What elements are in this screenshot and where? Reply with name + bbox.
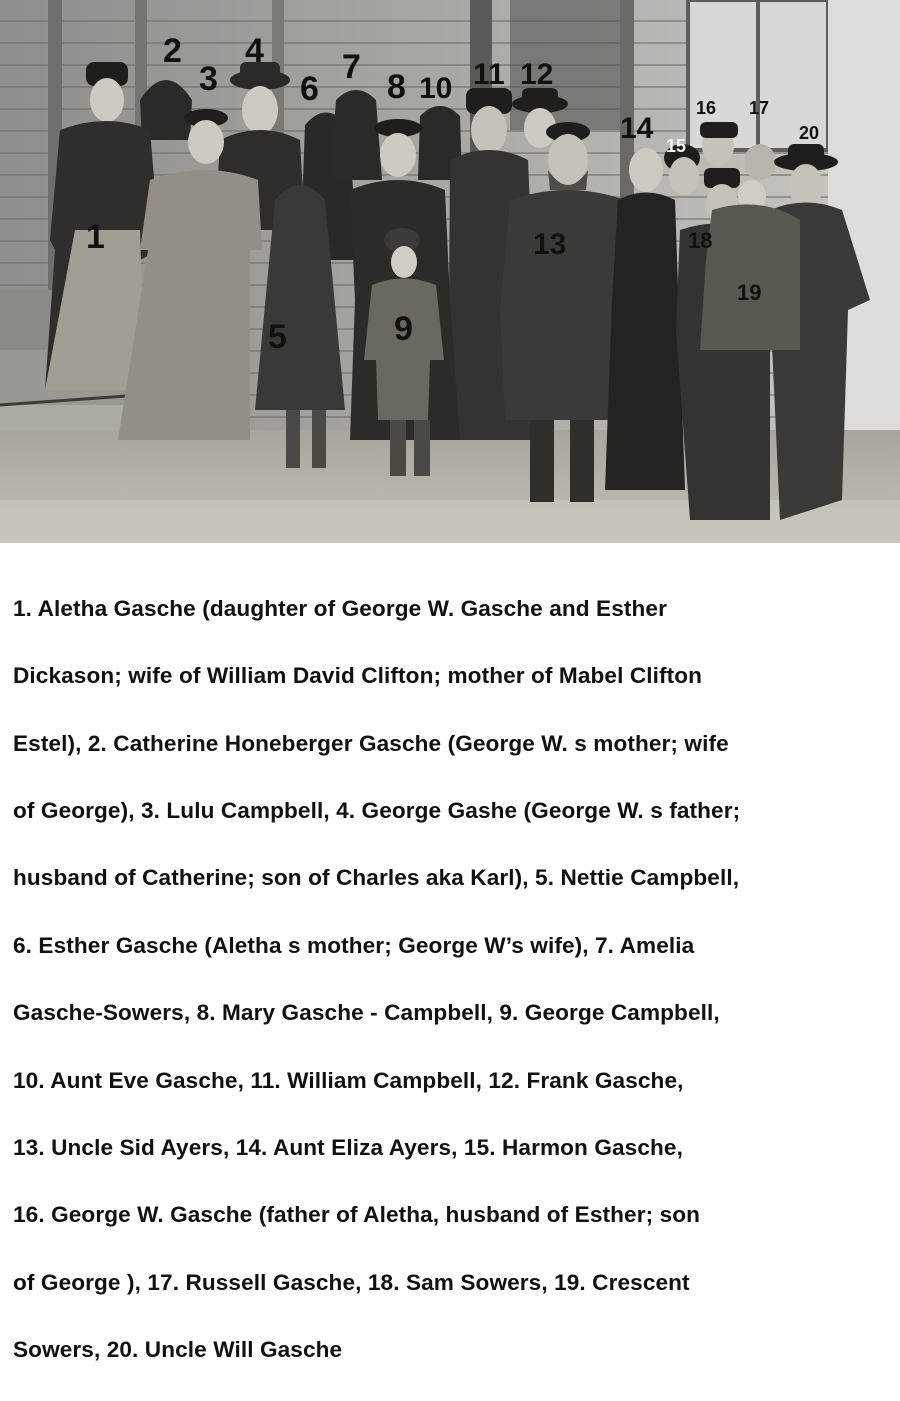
caption-line: 6. Esther Gasche (Aletha s mother; George W’s wife), 7. Amelia bbox=[13, 932, 695, 958]
caption-line: Estel), 2. Catherine Honeberger Gasche (George W. s mother; wife bbox=[13, 730, 729, 756]
caption-line: Dickason; wife of William David Clifton; mother of Mabel Clifton bbox=[13, 663, 703, 689]
photo-label-4: 4 bbox=[245, 32, 264, 70]
photo-label-8: 8 bbox=[387, 68, 406, 106]
caption-line: 1. Aletha Gasche (daughter of George W. Gasche and Esther bbox=[13, 595, 667, 621]
caption-line: of George), 3. Lulu Campbell, 4. George Gashe (George W. s father; bbox=[13, 797, 741, 823]
photo-label-10: 10 bbox=[419, 72, 453, 105]
photo-label-7: 7 bbox=[342, 48, 361, 86]
caption-line: husband of Catherine; son of Charles aka Karl), 5. Nettie Campbell, bbox=[13, 865, 740, 891]
photo-label-3: 3 bbox=[199, 60, 218, 98]
photo-label-17: 17 bbox=[749, 98, 770, 118]
photo-label-16: 16 bbox=[696, 98, 717, 118]
caption-line: Gasche-Sowers, 8. Mary Gasche - Campbell, 9. George Campbell, bbox=[13, 1000, 720, 1026]
caption-line: 13. Uncle Sid Ayers, 14. Aunt Eliza Ayers, 15. Harmon Gasche, bbox=[13, 1134, 683, 1160]
photo-label-14: 14 bbox=[620, 112, 654, 145]
caption-line: of George ), 17. Russell Gasche, 18. Sam Sowers, 19. Crescent bbox=[13, 1269, 690, 1295]
photo-label-9: 9 bbox=[394, 310, 413, 348]
photo-label-15: 15 bbox=[666, 136, 687, 156]
photo-label-18: 18 bbox=[688, 228, 713, 253]
photo-label-11: 11 bbox=[473, 58, 505, 91]
photo-label-13: 13 bbox=[533, 228, 567, 261]
photo-label-6: 6 bbox=[300, 70, 319, 108]
photo-label-19: 19 bbox=[737, 280, 762, 305]
caption-line: Sowers, 20. Uncle Will Gasche bbox=[13, 1337, 343, 1363]
photo-caption bbox=[13, 558, 893, 1401]
photo-label-2: 2 bbox=[163, 32, 182, 70]
photo-label-1: 1 bbox=[86, 218, 105, 256]
family-group-photo bbox=[0, 0, 900, 543]
photo-label-5: 5 bbox=[268, 318, 287, 356]
caption-line: 16. George W. Gasche (father of Aletha, husband of Esther; son bbox=[13, 1202, 701, 1228]
caption-line: 10. Aunt Eve Gasche, 11. William Campbell, 12. Frank Gasche, bbox=[13, 1067, 684, 1093]
photo-label-20: 20 bbox=[799, 123, 820, 143]
photo-label-12: 12 bbox=[520, 58, 554, 91]
